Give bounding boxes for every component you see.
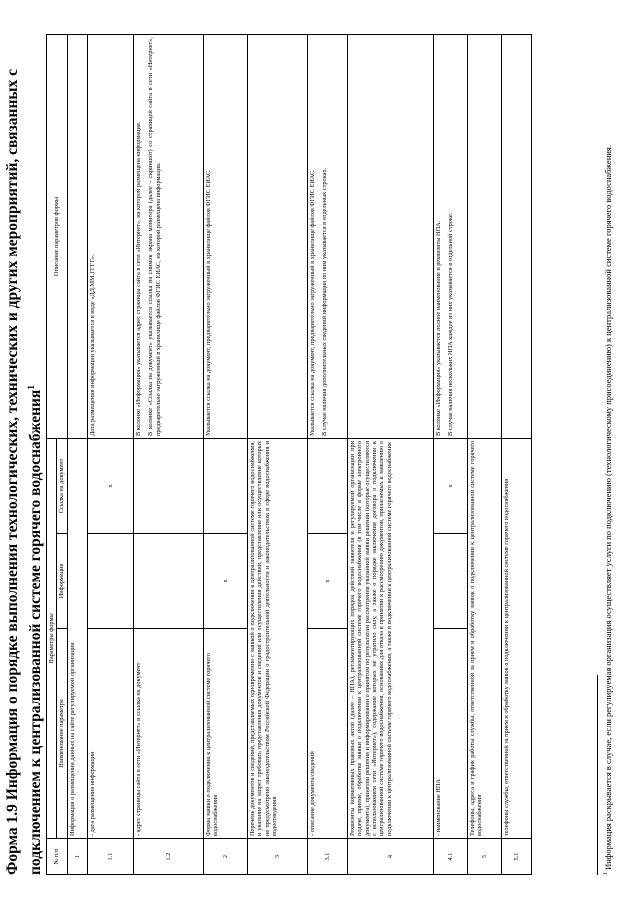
table-row <box>87 35 133 875</box>
row-info-cell <box>433 534 467 629</box>
table-row <box>133 35 203 875</box>
header-name: Наименование параметра <box>57 629 67 839</box>
row-description <box>67 35 87 439</box>
row-parameter-name: - адрес страницы сайта в сети «Интернет» и ссылка на документ <box>133 629 203 839</box>
row-parameter-name: Перечень документов и сведений, представляемых одновременно с заявкой о подключении к централизованной системе горячего водоснабжения, и указание на запрет требовать представления документов и сведений или осуществления действий, представление или осуществление которых не предусмотрено законодательством Российской Федерации о градостроительной деятельности и законодательством в сфере водоснабжения и водоотведения <box>247 439 307 839</box>
table-row <box>467 35 501 875</box>
row-parameter-name: Информация о размещении данных на сайте регулируемой организации <box>67 439 87 839</box>
header-info: Информация <box>57 534 67 629</box>
row-number: 2 <box>203 839 247 875</box>
row-description <box>203 35 247 439</box>
table-row <box>67 35 87 875</box>
parameters-table <box>46 34 532 875</box>
row-number: 1.2 <box>133 839 203 875</box>
footnote-mark: 1 <box>603 872 609 875</box>
row-parameter-name: Реквизиты нормативных правовых актов (далее – НПА), регламентирующих порядок действий заявителя и регулируемой организации при подаче, приеме, обработке заявки о подключении к централизованной системе горячего водоснабжения (в том числе в форме электронного документа), принятии решения и информировании о принятом по результатам рассмотрения указанной заявки решении (которые осуществляются с использованием сети «Интернет»), содержание которых не утратило силу, а также о порядке заключения договора о подключении к централизованной системе горячего водоснабжения, основаниях для отказа в принятии к рассмотрению документов, прилагаемых к заявлению о подключении к централизованной системе горячего водоснабжения, а также в подключении к централизованной системе горячего водоснабжения <box>347 439 433 839</box>
row-description <box>467 35 501 439</box>
description-paragraph: В колонке «Ссылка на документ» указывается ссылка на снимок экрана монитора (далее – скриншот) со страницей сайта в сети «Интернет», предварительно загруженный в хранилище файлов ФГИС ЕИАС, на которой размещена информация. <box>147 37 162 436</box>
row-number: 4 <box>347 839 433 875</box>
row-description <box>87 35 133 439</box>
row-number: 4.1 <box>433 839 467 875</box>
header-desc: Описание параметров формы <box>47 35 68 439</box>
table-body <box>67 35 531 875</box>
row-description <box>133 35 203 439</box>
row-number: 5 <box>467 839 501 875</box>
row-link-cell: x <box>433 439 467 534</box>
table-row <box>247 35 307 875</box>
row-info-cell <box>87 534 133 629</box>
row-link-cell <box>133 439 203 534</box>
header-row-1 <box>47 35 57 875</box>
row-number: 3 <box>247 839 307 875</box>
form-title <box>4 35 45 875</box>
description-paragraph: В колонке «Информация» указывается адрес страницы сайта в сети «Интернет», на которой размещена информация. <box>134 121 142 436</box>
row-parameter-name: телефоны службы, ответственной за прием и обработку заявок о подключении к централизованной системе горячего водоснабжения <box>501 439 531 839</box>
row-parameter-name: - описание документа/сведений <box>307 629 347 839</box>
footnote-divider <box>597 675 598 875</box>
row-description <box>501 35 531 439</box>
title-footnote-mark: 1 <box>26 385 36 390</box>
description-paragraph: В случае наличия нескольких НПА каждое из них указывается в отдельной строке. <box>447 212 455 436</box>
row-info-cell: x <box>203 534 247 629</box>
header-num: № п/п <box>47 839 68 875</box>
row-parameter-name: - наименование НПА <box>433 629 467 839</box>
description-paragraph: Указывается ссылка на документ, предварительно загруженный в хранилище файлов ФГИС ЕИАС. <box>204 169 212 436</box>
row-parameter-name: - дата размещения информации <box>87 629 133 839</box>
title-text: Форма 1.9 Информация о порядке выполнения технологических, технических и других мероприятий, связанных с подключением к централизованной системе горячего водоснабжения <box>4 68 45 875</box>
table-row <box>307 35 347 875</box>
footnote-text: Информация раскрывается в случае, если регулируемая организация осуществляет услуги по подключению (технологическому присоединению) к централизованной системе горячего водоснабжения. <box>602 145 613 870</box>
table-row <box>347 35 433 875</box>
row-number: 5.1 <box>501 839 531 875</box>
header-params-group: Параметры формы <box>47 439 57 839</box>
description-paragraph: В колонке «Информация» указывается полное наименование и реквизиты НПА. <box>434 220 442 436</box>
table-row <box>433 35 467 875</box>
description-paragraph: В случае наличия дополнительных сведений информация по ним указывается в отдельных строках. <box>321 167 329 436</box>
row-number: 3.1 <box>307 839 347 875</box>
row-parameter-name: Телефоны, адреса и график работы службы, ответственной за прием и обработку заявок о подключении к централизованной системе горячего водоснабжения <box>467 439 501 839</box>
row-link-cell <box>307 439 347 534</box>
row-link-cell <box>203 439 247 534</box>
table-row <box>501 35 531 875</box>
description-paragraph: Дата размещения информации указывается в виде «ДД.ММ.ГГГГ». <box>88 254 96 436</box>
row-info-cell: x <box>307 534 347 629</box>
description-paragraph: Указывается ссылка на документ, предварительно загруженный в хранилище файлов ФГИС ЕИАС. <box>308 169 316 436</box>
row-link-cell: x <box>87 439 133 534</box>
row-info-cell <box>133 534 203 629</box>
row-number: 1 <box>67 839 87 875</box>
row-parameter-name: Форма заявки о подключении к централизованной системе горячего водоснабжения <box>203 629 247 839</box>
row-description <box>307 35 347 439</box>
row-number: 1.1 <box>87 839 133 875</box>
row-description <box>433 35 467 439</box>
footnote <box>601 35 613 875</box>
row-description <box>347 35 433 439</box>
row-description <box>247 35 307 439</box>
table-row <box>203 35 247 875</box>
header-link: Ссылка на документ <box>57 439 67 534</box>
